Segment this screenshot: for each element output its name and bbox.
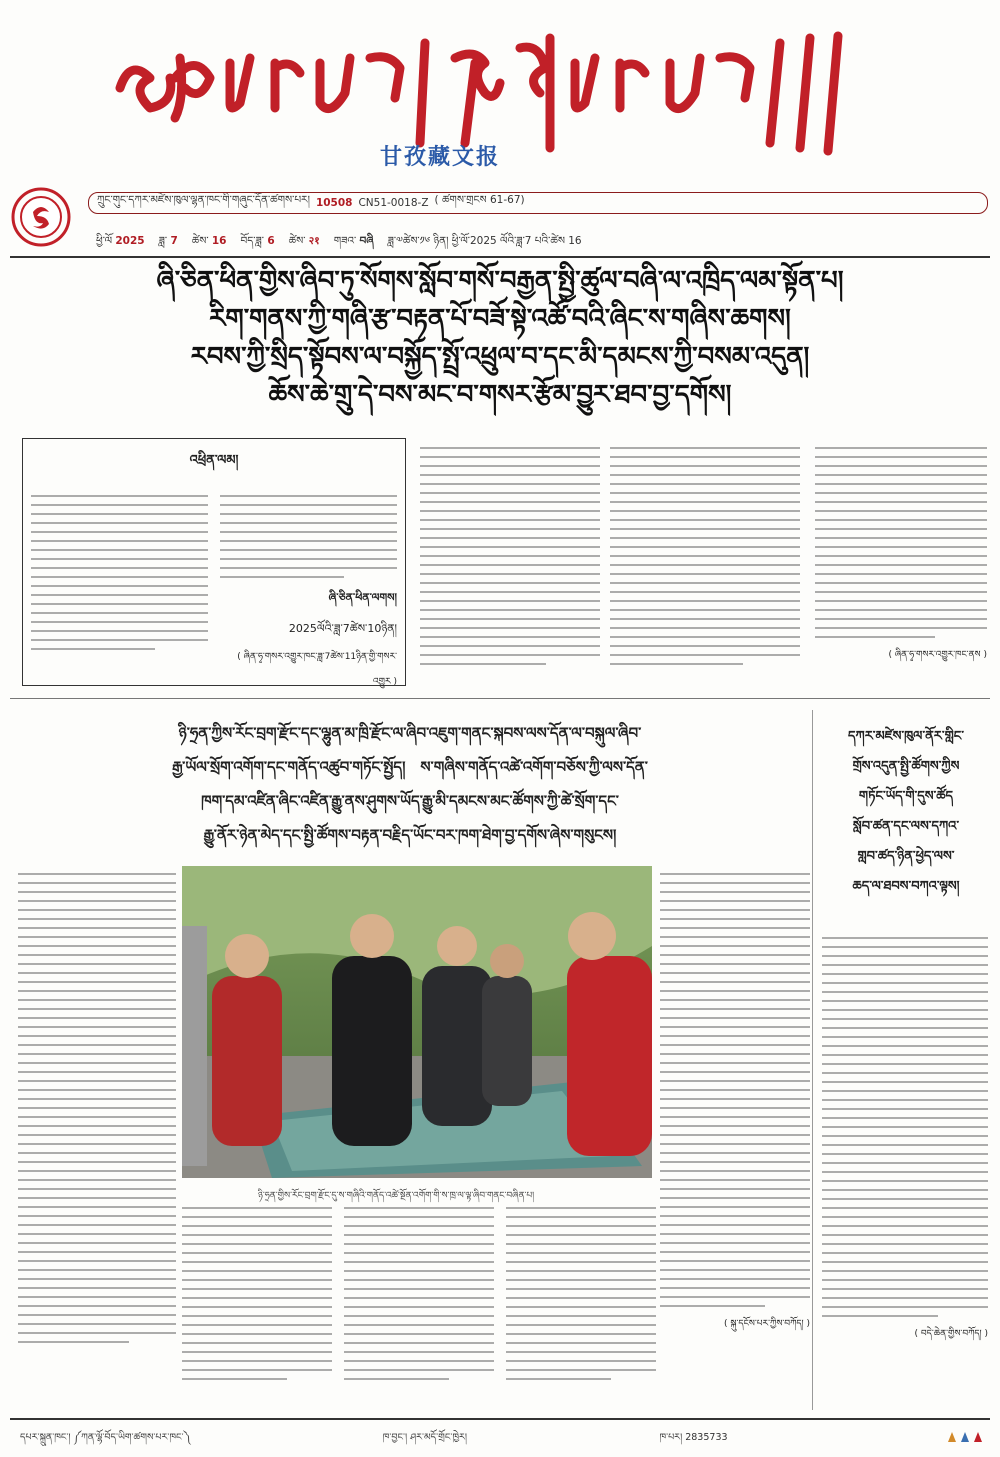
- text-line: [31, 603, 208, 605]
- text-line: [31, 612, 208, 614]
- second-story-col-4: [344, 1200, 494, 1410]
- text-line: [220, 495, 397, 497]
- issue-number: 10508: [315, 197, 353, 209]
- text-line: [31, 540, 208, 542]
- lead-story-col-1: [420, 440, 600, 690]
- weekday-label: གཟའ་ བཞི: [333, 235, 374, 247]
- text-line: [31, 648, 155, 650]
- masthead: [0, 0, 1000, 190]
- side-story-body: [822, 930, 988, 1410]
- side-story-note: ( བདེ་ཆེན་གྱིས་བཀོད། ): [914, 1329, 988, 1339]
- text-line: [31, 558, 208, 560]
- side-story-headline: [822, 722, 990, 902]
- issue-count: ( ཚགས་གྲངས 61-67): [434, 193, 525, 206]
- text-line: [220, 540, 397, 542]
- date-day-label: ཚེས་ 16: [191, 235, 227, 247]
- cn-code: CN51-0018-Z: [358, 197, 429, 209]
- text-line: [31, 639, 208, 641]
- lead-story-col-2: [610, 440, 800, 690]
- text-line: [220, 522, 397, 524]
- text-line: [31, 513, 208, 515]
- issue-info-bar: [88, 192, 988, 214]
- editorial-signature: ཞི་ཅིན་ཕིན་ལགས།: [328, 591, 397, 604]
- lunar-day: २१: [308, 235, 320, 247]
- text-line: [220, 513, 397, 515]
- headline-line-4: ཆོས་ཆེ་གྲུ་དེ་བས་མང་བ་གསར་རྩོམ་བྱུར་ཐབ་བྱ་དགོས།: [268, 380, 732, 410]
- date-info-bar: [88, 230, 1000, 252]
- lunar-month: 6: [267, 235, 275, 247]
- section-rule: [10, 698, 990, 699]
- text-line: [31, 531, 208, 533]
- side-column-rule: [812, 710, 813, 1410]
- second-story-col-5: [506, 1200, 656, 1410]
- footer: [20, 1426, 980, 1446]
- second-story-col-2: [660, 866, 810, 1406]
- second-story-note: ( སྐུ་དངོས་པར་ཀྱིས་བཀོད། ): [724, 1319, 810, 1329]
- lunar-month-label: བོད་ཟླ་ 6: [240, 235, 275, 247]
- footer-rule: [10, 1418, 990, 1420]
- text-line: [31, 594, 208, 596]
- text-line: [220, 567, 397, 569]
- editorial-note: ( ཞིན་ཧྭ་གསར་འགྱུར་ཁང་ཟླ་7ཚེས་11ཉིན་གྱི་གསར་འགྱུར ): [237, 652, 397, 687]
- newspaper-logo-icon: [10, 186, 72, 248]
- headline-line-2: རིག་གནས་ཀྱི་གཞི་རྩ་བརྟན་པོ་བཟོ་སྟེ་འཚོ་བའི་ཞིང་ས་གཞིས་ཆགས།: [209, 304, 791, 334]
- editorial-columns: [31, 488, 397, 697]
- second-headline-line-1: ཉི་ཧྲན་ཀྱིས་རོང་བྲག་རྫོང་དང་ལྷུན་མ་ཁྲི་རྫོང་ལ་ཞིབ་འཇུག་གནང་སྐབས་ལས་དོན་ལ་བསྐུལ་ཞིབ་: [178, 724, 642, 742]
- second-story-col-1: [18, 866, 176, 1406]
- date-year: 2025: [115, 235, 145, 247]
- text-line: [220, 504, 397, 506]
- text-line: [220, 531, 397, 533]
- top-rule: [10, 256, 990, 258]
- text-line: [31, 549, 208, 551]
- editorial-letter-box: [22, 438, 406, 686]
- main-headline: [10, 262, 990, 414]
- second-story-col-3: [182, 1200, 332, 1410]
- editorial-col-1: [31, 488, 208, 697]
- text-line: [31, 576, 208, 578]
- second-headline-line-3: ཁག་དམ་འཛིན་ཞིང་འཛིན་རྒྱུ་ནས་ཤུགས་ཡོད་རྒྱུ་མི་དམངས་མང་ཚོགས་ཀྱི་ཚེ་སྲོག་དང་: [201, 792, 619, 810]
- second-headline-part-b: ས་གཞིས་གནོད་འཚེ་འགོག་བཅོས་ཀྱི་ལས་དོན་: [420, 758, 648, 776]
- editorial-date: 2025ལོའི་ཟླ་7ཚེས་10ཉིན།: [288, 622, 397, 635]
- weekday: བཞི: [359, 235, 374, 247]
- headline-line-3: རབས་ཀྱི་སྲིད་སྟོབས་ལ་བསྐྱོད་སྤྲོ་འཕྲུལ་བ་དང་མི་དམངས་ཀྱི་བསམ་འདུན།: [190, 342, 810, 372]
- photo-caption: ཉི་ཧྲན་གྱིས་རོང་བྲག་རྫོང་དུ་ས་གཞིའི་གནོད་འཚེ་སྔོན་འགོག་གི་ས་ཁྲ་ལ་ལྟ་ཞིབ་གནང་བཞིན་པ།: [258, 1191, 535, 1201]
- side-headline-line-1: དཀར་མཛེས་ཁུལ་ནོར་གླིང་: [848, 729, 964, 744]
- side-headline-line-3: གཏོང་ཡོད་གི་དུས་ཚོད: [858, 789, 954, 804]
- text-line: [31, 522, 208, 524]
- date-day: 16: [211, 235, 227, 247]
- headline-line-1: ཞི་ཅིན་ཕིན་གྱིས་ཞིབ་ཏུ་སོགས་སློབ་གསོ་བརྒྱན་སྤྱི་ཚུལ་བཞི་ལ་འཁྲིད་ལམ་སྟོན་པ།: [156, 266, 844, 296]
- second-headline-line-4: རྒྱུ་ནོར་ཉེན་མེད་དང་སྤྱི་ཚོགས་བརྟན་བརྗིད་ཡོང་བར་ཁག་ཐེག་བྱ་དགོས་ཞེས་གསུངས།: [203, 826, 617, 844]
- lead-story-note: ( ཞིན་ཧྭ་གསར་འགྱུར་ཁང་ནས ): [888, 650, 987, 660]
- second-headline: [10, 716, 810, 852]
- date-extra: ཟླ་༧ཚེས་༡༦ ཉིན། ཕྱི་ལོ་2025 ལོའི་ཟླ་7 པའི་ཚེས 16: [387, 235, 582, 247]
- text-line: [31, 504, 208, 506]
- footer-ornament-icon: [940, 1426, 990, 1446]
- text-line: [31, 495, 208, 497]
- text-line: [31, 621, 208, 623]
- second-headline-line-2: [10, 750, 810, 784]
- side-headline-line-2: གྲོས་འདུན་སྤྱི་ཚོགས་ཀྱིས: [852, 759, 960, 774]
- date-month-label: ཟླ་ 7: [158, 235, 178, 247]
- side-headline-line-5: གླབ་ཚད་ཉིན་ཕྱེད་ལས་: [857, 849, 955, 864]
- editorial-title: འཕྲིན་ལམ།: [189, 453, 239, 468]
- side-headline-line-6: ཆད་ལ་ཐབས་བཀའ་ལྟས།: [852, 879, 960, 894]
- text-line: [220, 576, 344, 578]
- footer-address: ཁ་བྱང་། ཤར་མདོ་གྲོང་ཁྱེར།: [382, 1432, 467, 1443]
- second-headline-part-a: རྒྱ་ཡོལ་སྲོག་འགོག་དང་གནོད་འཚུབ་གཏོང་སྤྱོད།: [172, 758, 406, 776]
- footer-phone: ཁ་པར། 2835733: [659, 1432, 728, 1443]
- publisher-text: ཀྲུང་གུང་དཀར་མཛེས་ཁུལ་ལྷན་ཁང་གི་གཞུང་དོན་ཚགས་པར།: [97, 193, 310, 206]
- masthead-title-calligraphy: [80, 8, 920, 158]
- text-line: [31, 630, 208, 632]
- masthead-subtitle: 甘孜藏文报: [380, 145, 501, 170]
- lead-story-col-3: [815, 440, 987, 690]
- text-line: [220, 558, 397, 560]
- date-year-label: ཕྱི་ལོ 2025: [96, 235, 145, 247]
- footer-printer: དཔར་སྐྲུན་ཁང་། ༼ཀན་ལྷོ་བོད་ཡིག་ཚགས་པར་ཁང་༽: [20, 1432, 191, 1443]
- lunar-day-label: ཚེས་ २१: [288, 235, 320, 247]
- date-month: 7: [170, 235, 178, 247]
- side-headline-line-4: སློབ་ཚན་དང་ལས་དཀའ་: [852, 819, 960, 834]
- text-line: [31, 585, 208, 587]
- text-line: [220, 549, 397, 551]
- news-photo: [182, 866, 652, 1178]
- text-line: [31, 567, 208, 569]
- editorial-col-2: [220, 488, 397, 697]
